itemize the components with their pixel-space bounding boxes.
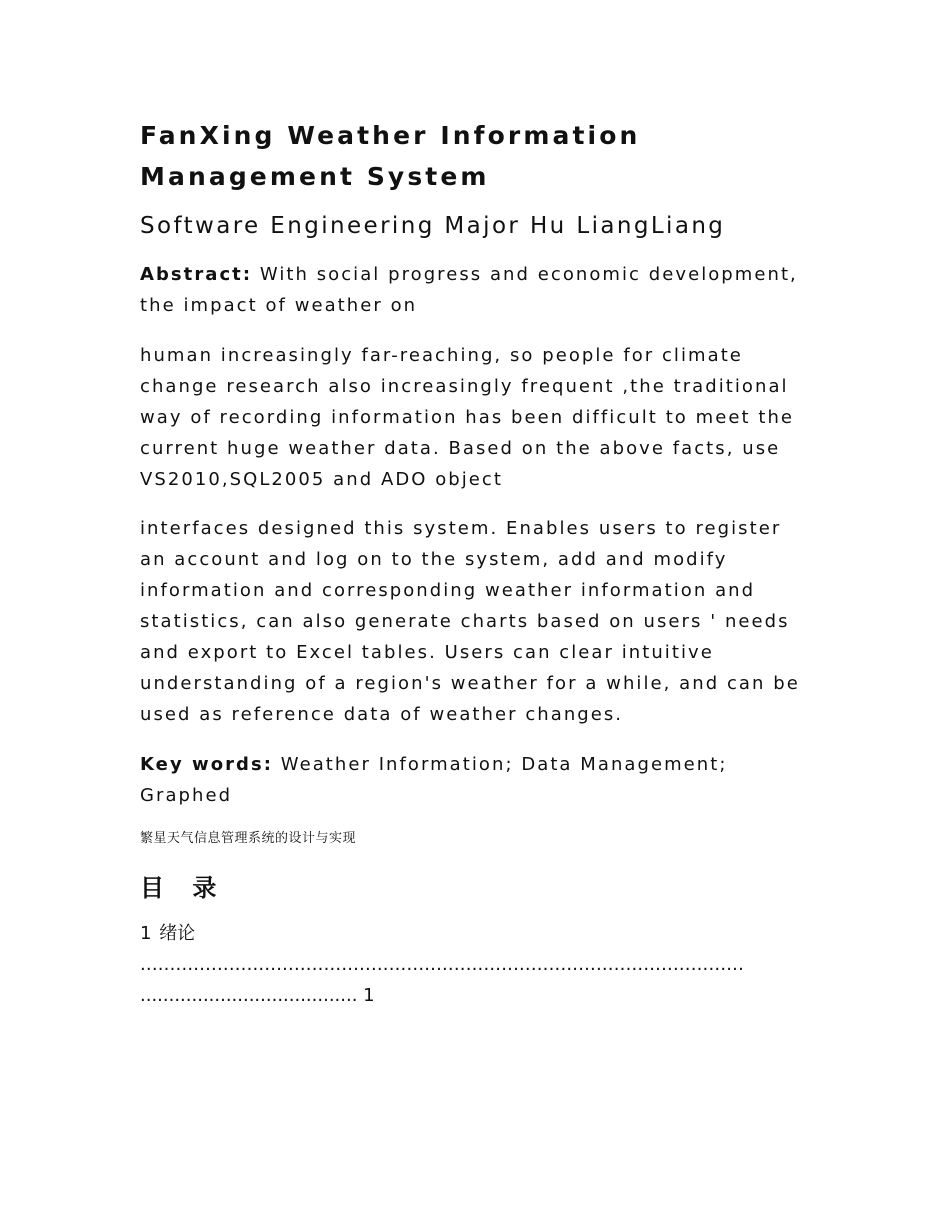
toc-entry-page: 1 — [363, 985, 375, 1006]
author-line: Software Engineering Major Hu LiangLiang — [140, 213, 726, 239]
document-page — [140, 115, 815, 1011]
keywords-text: Weather Information; Data Management; Graphed — [140, 754, 728, 806]
abstract-paragraph-3: interfaces designed this system. Enables users to register an account and log on to the system, add and modify information and corresponding weather information and statistics, can also generate charts based on users ' needs and export to Excel tables. Users can clear intuitive understanding of a region's weather for a while, and can be used as reference data of weather changes. — [140, 518, 800, 725]
toc-dot-leader: ...................................................................................................... — [140, 954, 745, 975]
abstract-label: Abstract: — [140, 264, 253, 285]
toc-dot-leader-2: ...................................... — [140, 985, 358, 1006]
toc-title: 目 录 — [140, 874, 227, 902]
toc-entry[interactable] — [140, 918, 815, 1011]
keywords-label: Key words: — [140, 754, 274, 775]
keywords-paragraph — [140, 749, 815, 811]
abstract-paragraph-1 — [140, 259, 815, 321]
abstract-text-1: With social progress and economic development, the impact of weather on — [140, 264, 798, 316]
toc-entry-heading — [140, 918, 815, 949]
toc-entry-number: 1 — [140, 923, 154, 944]
chinese-header: 繁星天气信息管理系统的设计与实现 — [140, 831, 357, 846]
abstract-paragraph-2: human increasingly far-reaching, so people for climate change research also increasingly frequent ,the traditional way of recording information has been difficult to meet the current huge weather data. Based on the above facts, use VS2010,SQL2005 and ADO object — [140, 345, 795, 490]
toc-entry-label: 绪论 — [159, 923, 196, 944]
document-title: FanXing Weather Information Management System — [140, 121, 641, 191]
toc-dot-leader-end — [140, 980, 815, 1011]
